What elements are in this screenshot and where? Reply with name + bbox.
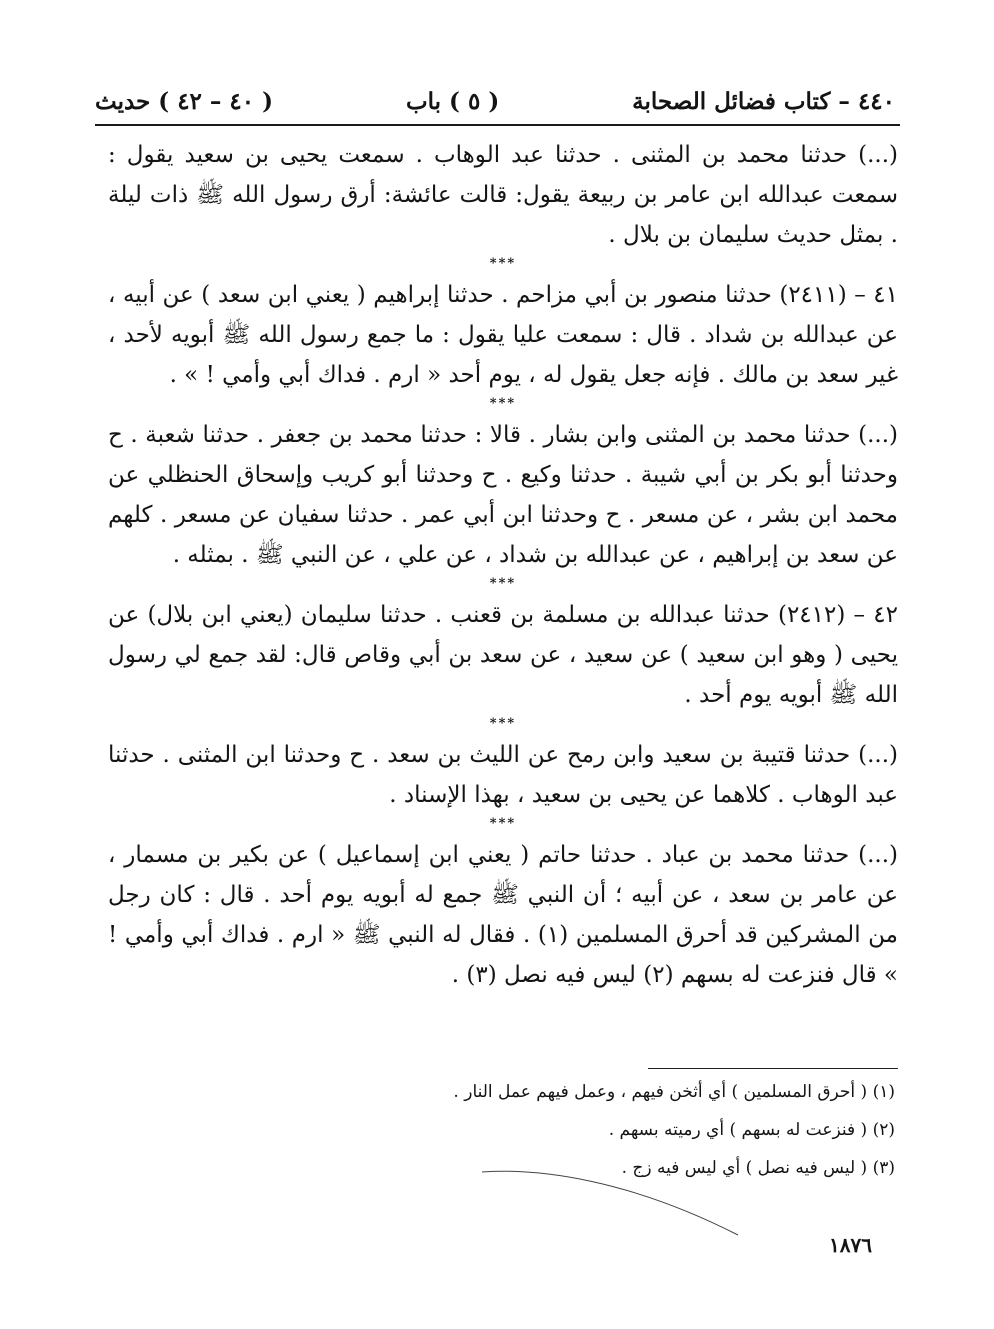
- separator-3: ***: [489, 576, 517, 591]
- footnote-2: (٢) ( فنزعت له بسهم ) أي رميته بسهم .: [608, 1120, 895, 1140]
- footnote-3: (٣) ( ليس فيه نصل ) أي ليس فيه زج .: [621, 1158, 895, 1178]
- header-book-title: ٤٤٠ – كتاب فضائل الصحابة: [632, 87, 895, 115]
- header-rule: [95, 124, 900, 126]
- footnote-1: (١) ( أحرق المسلمين ) أي أثخن فيهم ، وعمل فيهم عمل النار .: [453, 1082, 895, 1102]
- running-header: [95, 78, 895, 124]
- separator-1: ***: [489, 256, 517, 271]
- separator-5: ***: [489, 816, 517, 831]
- hadith-paragraph-4: ٤٢ – (٢٤١٢) حدثنا عبدالله بن مسلمة بن قعنب . حدثنا سليمان (يعني ابن بلال) عن يحيى ( وهو ابن سعيد ) عن سعيد ، عن سعد بن أبي وقاص قال: لقد جمع لي رسول الله ﷺ أبويه يوم أحد .: [108, 602, 898, 708]
- hadith-text: [108, 135, 898, 995]
- header-hadith-range: ( ٤٠ – ٤٢ ) حديث: [95, 87, 274, 115]
- pen-mark: [480, 1160, 740, 1240]
- page-number: ١٨٧٦: [829, 1233, 872, 1257]
- hadith-paragraph-3: (...) حدثنا محمد بن المثنى وابن بشار . قالا : حدثنا محمد بن جعفر . حدثنا شعبة . ح وحدثنا أبو بكر بن أبي شيبة . حدثنا وكيع . ح وحدثنا أبو كريب وإسحاق الحنظلي عن محمد ابن بشر ، عن مسعر . ح وحدثنا ابن أبي عمر . حدثنا سفيان عن مسعر . كلهم عن سعد بن إبراهيم ، عن عبدالله بن شداد ، عن علي ، عن النبي ﷺ . بمثله .: [108, 422, 898, 568]
- footnote-rule: [648, 1068, 898, 1069]
- hadith-paragraph-2: ٤١ – (٢٤١١) حدثنا منصور بن أبي مزاحم . حدثنا إبراهيم ( يعني ابن سعد ) عن أبيه ، عن عبدالله بن شداد . قال : سمعت عليا يقول : ما جمع رسول الله ﷺ أبويه لأحد ، غير سعد بن مالك . فإنه جعل يقول له ، يوم أحد « ارم . فداك أبي وأمي ! » .: [108, 282, 898, 388]
- hadith-paragraph-6: (...) حدثنا محمد بن عباد . حدثنا حاتم ( يعني ابن إسماعيل ) عن بكير بن مسمار ، عن عامر بن سعد ، عن أبيه ؛ أن النبي ﷺ جمع له أبويه يوم أحد . قال : كان رجل من المشركين قد أحرق المسلمين (١) . فقال له النبي ﷺ « ارم . فداك أبي وأمي ! » قال فنزعت له بسهم (٢) ليس فيه نصل (٣) .: [108, 842, 898, 988]
- hadith-paragraph-1: (...) حدثنا محمد بن المثنى . حدثنا عبد الوهاب . سمعت يحيى بن سعيد يقول : سمعت عبدالله ابن عامر بن ربيعة يقول: قالت عائشة: أرق رسول الله ﷺ ذات ليلة . بمثل حديث سليمان بن بلال .: [108, 142, 898, 248]
- separator-2: ***: [489, 396, 517, 411]
- header-chapter: ( ٥ ) باب: [405, 87, 500, 115]
- separator-4: ***: [489, 716, 517, 731]
- hadith-paragraph-5: (...) حدثنا قتيبة بن سعيد وابن رمح عن الليث بن سعد . ح وحدثنا ابن المثنى . حدثنا عبد الوهاب . كلاهما عن يحيى بن سعيد ، بهذا الإسناد .: [108, 742, 898, 808]
